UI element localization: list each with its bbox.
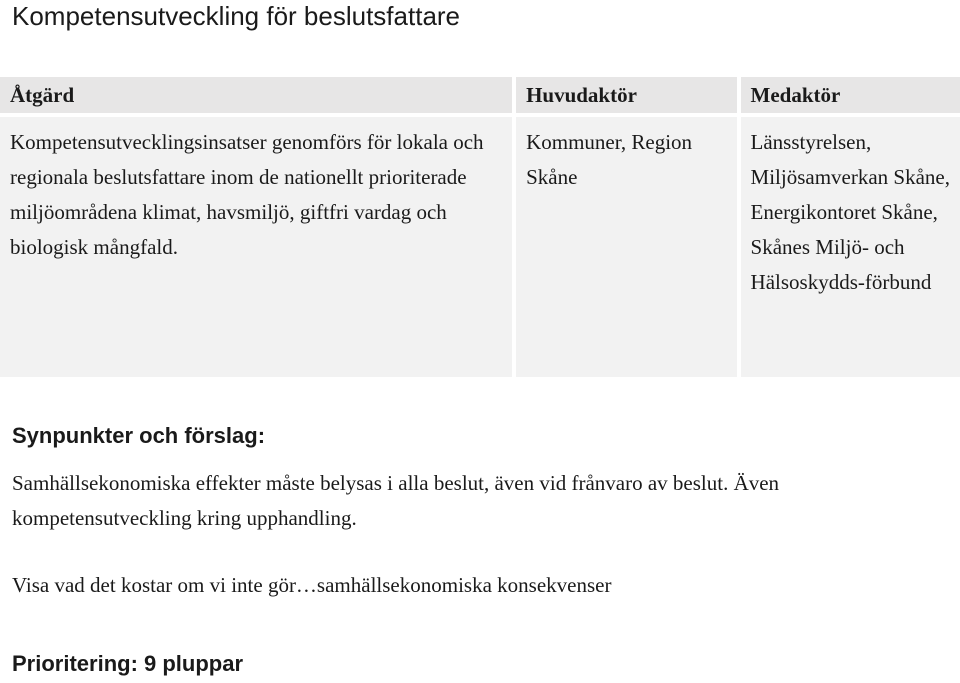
action-table [0,77,960,377]
table-row [0,117,960,377]
column-header-atgard: Åtgärd [0,77,512,113]
column-header-medaktor: Medaktör [741,77,960,113]
prioritering-label: Prioritering: 9 pluppar [12,651,244,676]
synpunkter-heading: Synpunkter och förslag: [12,423,266,448]
cell-huvudaktor: Kommuner, Region Skåne [516,117,736,377]
synpunkter-paragraph-1: Samhällsekonomiska effekter måste belysas i alla beslut, även vid frånvaro av beslut. Även kompetensutveckling kring upphandling. [12,471,780,530]
column-header-huvudaktor: Huvudaktör [516,77,736,113]
cell-atgard: Kompetensutvecklingsinsatser genomförs för lokala och regionala beslutsfattare inom de nationellt prioriterade miljöområdena klimat, havsmiljö, giftfri vardag och biologisk mångfald. [0,117,512,377]
page-title: Kompetensutveckling för beslutsfattare [12,1,461,31]
cell-medaktor: Länsstyrelsen, Miljösamverkan Skåne, Energikontoret Skåne, Skånes Miljö- och Hälsoskydds-förbund [741,117,960,377]
action-table-container [0,77,960,377]
table-header-row [0,77,960,113]
synpunkter-paragraph-2: Visa vad det kostar om vi inte gör…samhällsekonomiska konsekvenser [12,573,612,597]
